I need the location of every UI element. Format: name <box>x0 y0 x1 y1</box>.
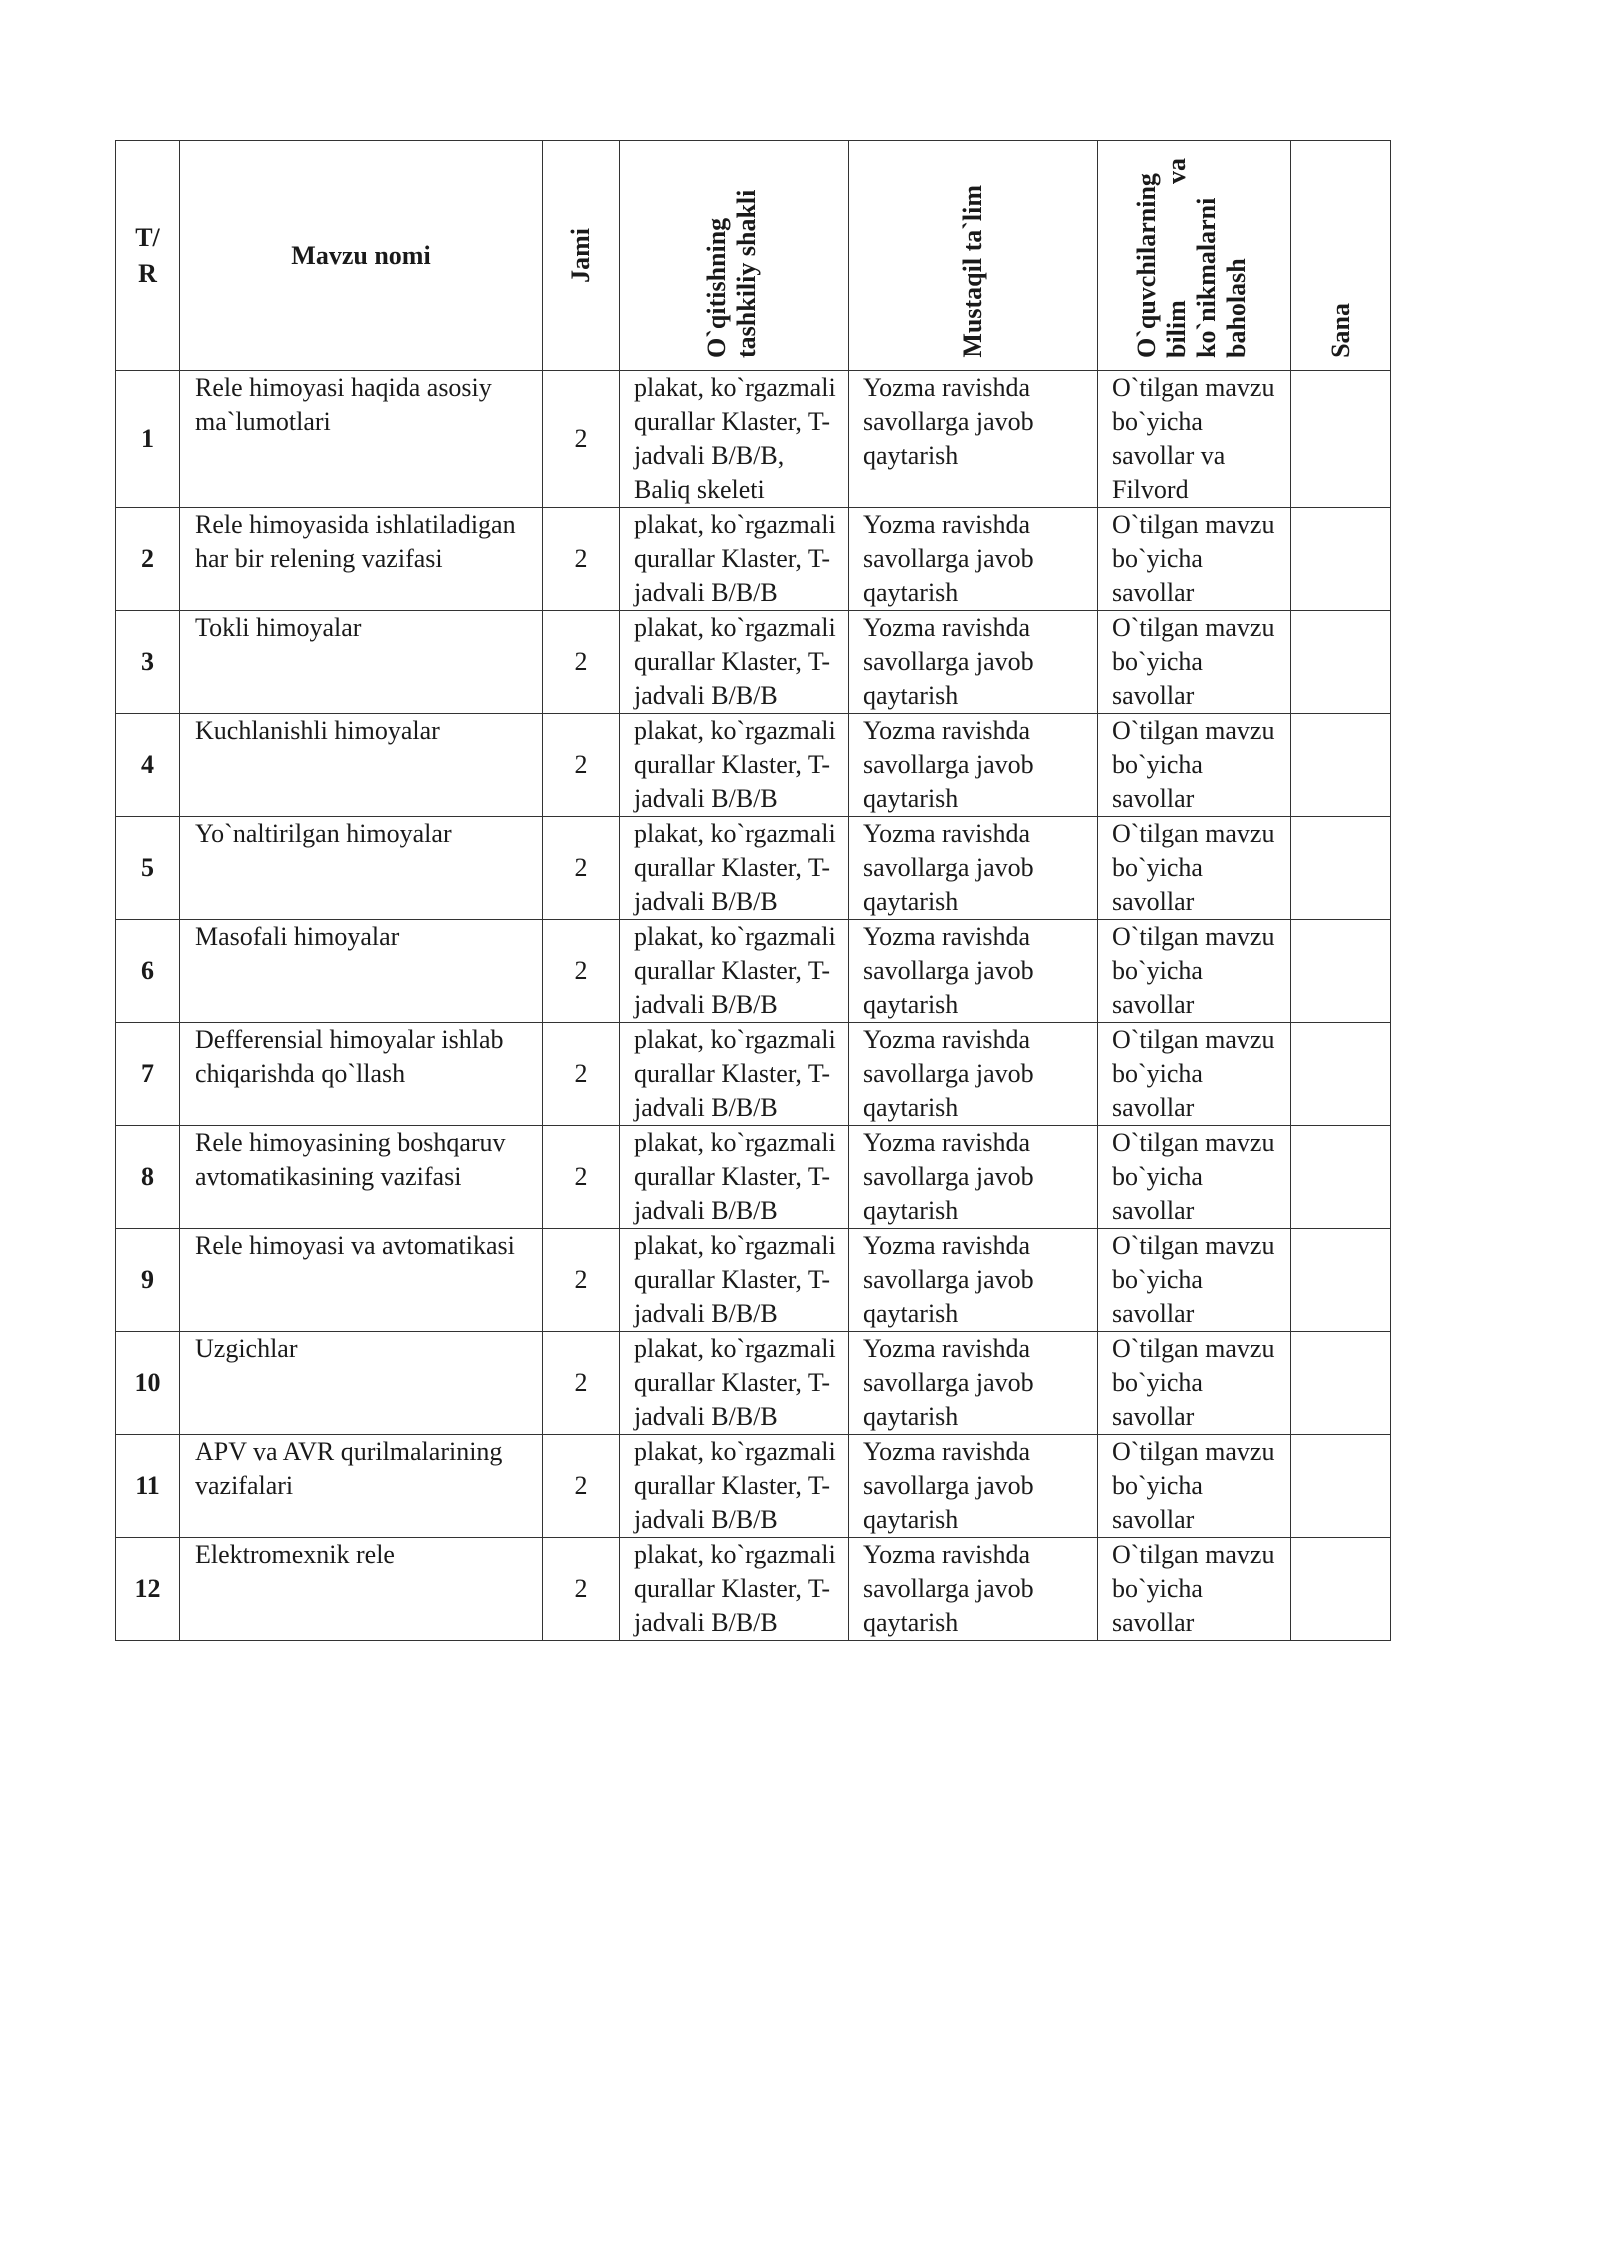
row-form: plakat, ko`rgazmali qurallar Klaster, T-jadvali B/B/B <box>620 1229 849 1332</box>
row-form: plakat, ko`rgazmali qurallar Klaster, T-jadvali B/B/B <box>620 1126 849 1229</box>
row-date <box>1291 371 1391 508</box>
table-row <box>116 1229 1391 1332</box>
row-self-study: Yozma ravishda savollarga javob qaytarish <box>849 920 1098 1023</box>
row-total: 2 <box>543 920 620 1023</box>
row-date <box>1291 1538 1391 1641</box>
row-self-study: Yozma ravishda savollarga javob qaytarish <box>849 1538 1098 1641</box>
row-date <box>1291 1332 1391 1435</box>
row-number: 10 <box>116 1332 180 1435</box>
row-assessment: O`tilgan mavzu bo`yicha savollar <box>1098 1023 1291 1126</box>
row-assessment: O`tilgan mavzu bo`yicha savollar <box>1098 1538 1291 1641</box>
table-row <box>116 714 1391 817</box>
row-topic: Uzgichlar <box>180 1332 543 1435</box>
row-topic: Yo`naltirilgan himoyalar <box>180 817 543 920</box>
row-number: 2 <box>116 508 180 611</box>
table-row <box>116 371 1391 508</box>
row-form: plakat, ko`rgazmali qurallar Klaster, T-jadvali B/B/B <box>620 1435 849 1538</box>
row-assessment: O`tilgan mavzu bo`yicha savollar <box>1098 611 1291 714</box>
row-date <box>1291 1023 1391 1126</box>
row-total: 2 <box>543 1435 620 1538</box>
row-total: 2 <box>543 714 620 817</box>
header-self-study <box>849 141 1098 371</box>
row-total: 2 <box>543 1023 620 1126</box>
header-form <box>620 141 849 371</box>
row-number: 12 <box>116 1538 180 1641</box>
row-topic: Rele himoyasining boshqaruv avtomatikasining vazifasi <box>180 1126 543 1229</box>
header-date <box>1291 141 1391 371</box>
row-date <box>1291 508 1391 611</box>
row-number: 7 <box>116 1023 180 1126</box>
row-self-study: Yozma ravishda savollarga javob qaytarish <box>849 714 1098 817</box>
table-row <box>116 1023 1391 1126</box>
table-body <box>116 371 1391 1641</box>
header-form-label: O`qitishning tashkiliy shakli <box>702 189 761 358</box>
row-number: 4 <box>116 714 180 817</box>
header-total-label: Jami <box>566 228 595 283</box>
row-date <box>1291 1229 1391 1332</box>
row-total: 2 <box>543 1126 620 1229</box>
row-self-study: Yozma ravishda savollarga javob qaytarish <box>849 508 1098 611</box>
row-assessment: O`tilgan mavzu bo`yicha savollar <box>1098 1126 1291 1229</box>
row-self-study: Yozma ravishda savollarga javob qaytarish <box>849 1332 1098 1435</box>
row-form: plakat, ko`rgazmali qurallar Klaster, T-jadvali B/B/B <box>620 1023 849 1126</box>
table-header-row <box>116 141 1391 371</box>
row-assessment: O`tilgan mavzu bo`yicha savollar <box>1098 1332 1291 1435</box>
row-self-study: Yozma ravishda savollarga javob qaytarish <box>849 1229 1098 1332</box>
row-assessment: O`tilgan mavzu bo`yicha savollar <box>1098 508 1291 611</box>
row-form: plakat, ko`rgazmali qurallar Klaster, T-jadvali B/B/B <box>620 508 849 611</box>
header-date-label: Sana <box>1325 303 1355 358</box>
row-assessment: O`tilgan mavzu bo`yicha savollar <box>1098 817 1291 920</box>
row-date <box>1291 817 1391 920</box>
row-number: 11 <box>116 1435 180 1538</box>
row-self-study: Yozma ravishda savollarga javob qaytarish <box>849 1126 1098 1229</box>
header-self-study-label: Mustaqil ta`lim <box>958 185 987 358</box>
header-number <box>116 141 180 371</box>
row-self-study: Yozma ravishda savollarga javob qaytarish <box>849 1435 1098 1538</box>
row-self-study: Yozma ravishda savollarga javob qaytarish <box>849 1023 1098 1126</box>
row-topic: Rele himoyasi va avtomatikasi <box>180 1229 543 1332</box>
table-row <box>116 920 1391 1023</box>
row-self-study: Yozma ravishda savollarga javob qaytarish <box>849 371 1098 508</box>
header-total <box>543 141 620 371</box>
row-form: plakat, ko`rgazmali qurallar Klaster, T-jadvali B/B/B, Baliq skeleti <box>620 371 849 508</box>
row-form: plakat, ko`rgazmali qurallar Klaster, T-jadvali B/B/B <box>620 611 849 714</box>
row-self-study: Yozma ravishda savollarga javob qaytarish <box>849 817 1098 920</box>
row-total: 2 <box>543 1229 620 1332</box>
row-topic: Rele himoyasi haqida asosiy ma`lumotlari <box>180 371 543 508</box>
table-row <box>116 1332 1391 1435</box>
row-form: plakat, ko`rgazmali qurallar Klaster, T-jadvali B/B/B <box>620 920 849 1023</box>
row-date <box>1291 611 1391 714</box>
row-topic: Kuchlanishli himoyalar <box>180 714 543 817</box>
row-topic: Defferensial himoyalar ishlab chiqarishda qo`llash <box>180 1023 543 1126</box>
row-number: 9 <box>116 1229 180 1332</box>
row-number: 5 <box>116 817 180 920</box>
row-date <box>1291 920 1391 1023</box>
row-number: 1 <box>116 371 180 508</box>
row-form: plakat, ko`rgazmali qurallar Klaster, T-jadvali B/B/B <box>620 1538 849 1641</box>
row-number: 6 <box>116 920 180 1023</box>
row-self-study: Yozma ravishda savollarga javob qaytarish <box>849 611 1098 714</box>
row-number: 8 <box>116 1126 180 1229</box>
table-row <box>116 1126 1391 1229</box>
row-total: 2 <box>543 508 620 611</box>
row-topic: Elektromexnik rele <box>180 1538 543 1641</box>
table-row <box>116 1435 1391 1538</box>
row-topic: Tokli himoyalar <box>180 611 543 714</box>
row-date <box>1291 1126 1391 1229</box>
row-topic: APV va AVR qurilmalarining vazifalari <box>180 1435 543 1538</box>
row-number: 3 <box>116 611 180 714</box>
table-row <box>116 611 1391 714</box>
row-assessment: O`tilgan mavzu bo`yicha savollar <box>1098 1229 1291 1332</box>
row-total: 2 <box>543 1538 620 1641</box>
row-assessment: O`tilgan mavzu bo`yicha savollar <box>1098 714 1291 817</box>
row-assessment: O`tilgan mavzu bo`yicha savollar <box>1098 1435 1291 1538</box>
row-date <box>1291 714 1391 817</box>
row-topic: Masofali himoyalar <box>180 920 543 1023</box>
row-form: plakat, ko`rgazmali qurallar Klaster, T-jadvali B/B/B <box>620 817 849 920</box>
row-topic: Rele himoyasida ishlatiladigan har bir relening vazifasi <box>180 508 543 611</box>
row-form: plakat, ko`rgazmali qurallar Klaster, T-jadvali B/B/B <box>620 714 849 817</box>
table-row <box>116 817 1391 920</box>
header-assessment-label: O`quvchilarning bilim va ko`nikmalarni baholash <box>1132 158 1251 358</box>
row-total: 2 <box>543 371 620 508</box>
row-total: 2 <box>543 611 620 714</box>
header-topic: Mavzu nomi <box>180 141 543 371</box>
header-number-label: T/R <box>135 222 160 288</box>
row-total: 2 <box>543 817 620 920</box>
table-row <box>116 1538 1391 1641</box>
row-assessment: O`tilgan mavzu bo`yicha savollar <box>1098 920 1291 1023</box>
row-assessment: O`tilgan mavzu bo`yicha savollar va Filvord <box>1098 371 1291 508</box>
row-date <box>1291 1435 1391 1538</box>
row-form: plakat, ko`rgazmali qurallar Klaster, T-jadvali B/B/B <box>620 1332 849 1435</box>
lesson-plan-table <box>115 140 1391 1641</box>
row-total: 2 <box>543 1332 620 1435</box>
table-row <box>116 508 1391 611</box>
header-assessment <box>1098 141 1291 371</box>
